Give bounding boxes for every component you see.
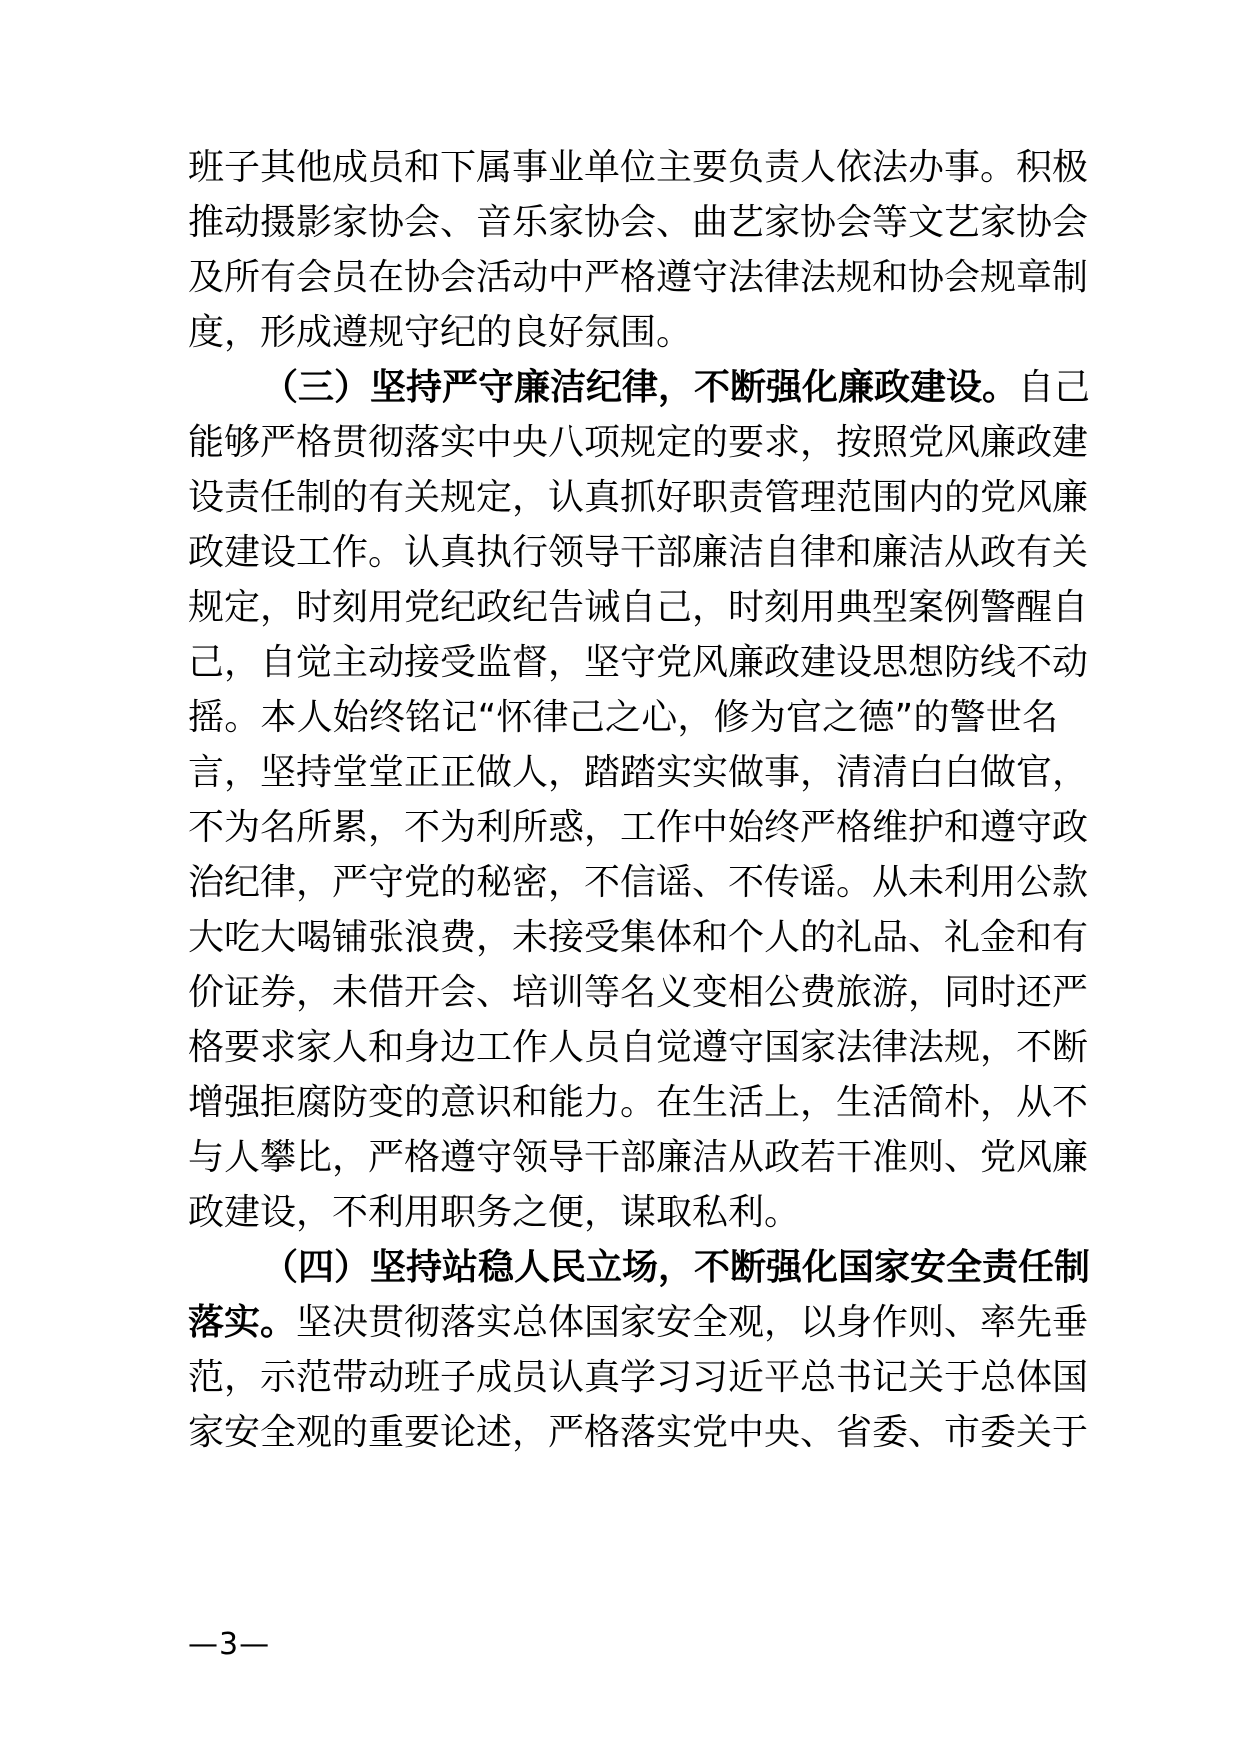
body-text-line: 推动摄影家协会、音乐家协会、曲艺家协会等文艺家协会 (188, 202, 1089, 243)
body-text-line: 己，自觉主动接受监督，坚守党风廉政建设思想防线不动 (188, 642, 1089, 683)
body-text-line: 及所有会员在协会活动中严格遵守法律法规和协会规章制 (188, 257, 1089, 298)
body-text-line: 政建设，不利用职务之便，谋取私利。 (188, 1192, 801, 1233)
body-text-line: 规定，时刻用党纪政纪告诫自己，时刻用典型案例警醒自 (188, 587, 1089, 628)
body-text-line: 摇。本人始终铭记“怀律己之心，修为官之德”的警世名 (188, 697, 1058, 738)
section-3-heading-continuation: 自己 (1018, 367, 1091, 408)
body-text-line: 与人攀比，严格遵守领导干部廉洁从政若干准则、党风廉 (188, 1137, 1089, 1178)
body-text-line: 政建设工作。认真执行领导干部廉洁自律和廉洁从政有关 (188, 532, 1089, 573)
section-4-body-start: 坚决贯彻落实总体国家安全观，以身作则、率先垂 (296, 1302, 1089, 1343)
section-4-heading-end: 落实。 (188, 1302, 297, 1343)
page-number: —3— (188, 1627, 271, 1662)
body-text-line: 言，坚持堂堂正正做人，踏踏实实做事，清清白白做官， (188, 752, 1089, 793)
body-text-line: 增强拒腐防变的意识和能力。在生活上，生活简朴，从不 (188, 1082, 1089, 1123)
body-text-line: 能够严格贯彻落实中央八项规定的要求，按照党风廉政建 (188, 422, 1089, 463)
body-text-line: 家安全观的重要论述，严格落实党中央、省委、市委关于 (188, 1412, 1089, 1453)
body-text-line: 治纪律，严守党的秘密，不信谣、不传谣。从未利用公款 (188, 862, 1089, 903)
section-3-first-line (262, 357, 1091, 419)
body-text-line: 大吃大喝铺张浪费，未接受集体和个人的礼品、礼金和有 (188, 917, 1089, 958)
body-text-line: 设责任制的有关规定，认真抓好职责管理范围内的党风廉 (188, 477, 1089, 518)
section-4-heading: （四）坚持站稳人民立场，不断强化国家安全责任制 (262, 1247, 1091, 1288)
body-text-line: 度，形成遵规守纪的良好氛围。 (188, 312, 693, 353)
section-4-second-line (188, 1292, 1089, 1354)
body-text-line: 班子其他成员和下属事业单位主要负责人依法办事。积极 (188, 147, 1089, 188)
section-3-heading: （三）坚持严守廉洁纪律，不断强化廉政建设。 (262, 367, 1019, 408)
body-text-line: 价证券，未借开会、培训等名义变相公费旅游，同时还严 (188, 972, 1089, 1013)
body-text-line: 不为名所累，不为利所惑，工作中始终严格维护和遵守政 (188, 807, 1089, 848)
body-text-line: 格要求家人和身边工作人员自觉遵守国家法律法规，不断 (188, 1027, 1089, 1068)
body-text-line: 范，示范带动班子成员认真学习习近平总书记关于总体国 (188, 1357, 1089, 1398)
